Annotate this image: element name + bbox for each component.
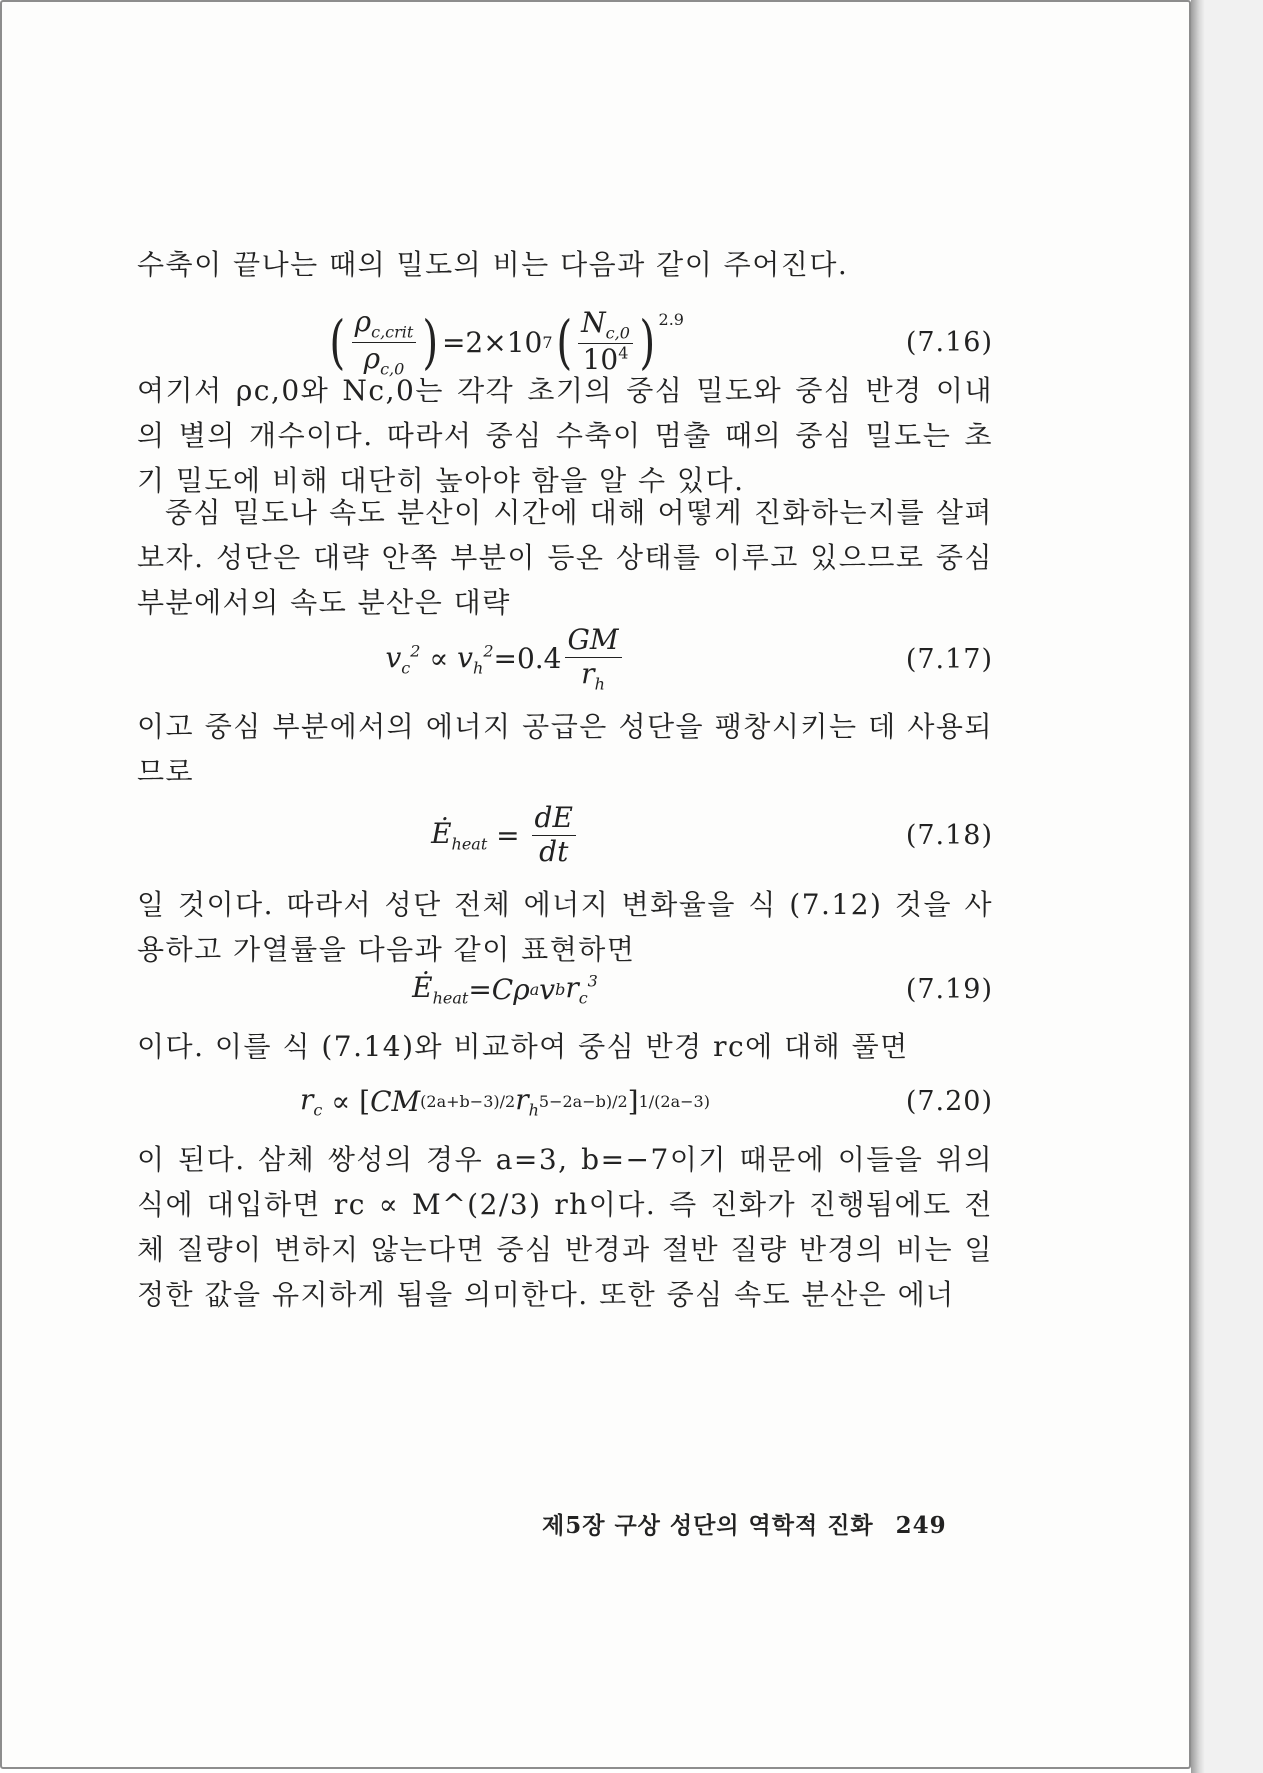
page-edge-shadow bbox=[1191, 0, 1205, 1773]
equation-number: (7.17) bbox=[905, 643, 993, 675]
paragraph-1: 수축이 끝나는 때의 밀도의 비는 다음과 같이 주어진다. bbox=[137, 248, 849, 281]
equation-number: (7.20) bbox=[905, 1085, 993, 1117]
equation-number: (7.18) bbox=[905, 819, 993, 851]
page-footer bbox=[542, 1507, 947, 1540]
equation-body: $r_c$ ∝ [ CM (2a+b−3)/2 $r_h$ 5−2a−b)/2 ] 1/(2a−3) bbox=[300, 1082, 710, 1120]
scan-margin bbox=[1205, 0, 1263, 1773]
chapter-title: 제5장 구상 성단의 역학적 진화 bbox=[542, 1512, 874, 1539]
equation-body: $Ė_{heat}$ =Cρ a v b $r_c^3$ bbox=[412, 970, 598, 1008]
paragraph-6: 이다. 이를 식 (7.14)와 비교하여 중심 반경 rc에 대해 풀면 bbox=[137, 1030, 909, 1063]
equation-body: $v_c^2$ ∝ $v_h^2$ =0.4 $\frac{GM}{r_h}$ bbox=[137, 624, 873, 693]
page-number: 249 bbox=[895, 1512, 947, 1539]
equation-body: $Ė_{heat}$ = $\frac{dE}{dt}$ bbox=[137, 802, 873, 867]
paragraph-3: 중심 밀도나 속도 분산이 시간에 대해 어떻게 진화하는지를 살펴보자. 성단은 대략 안쪽 부분이 등온 상태를 이루고 있으므로 중심 부분에서의 속도 분산은 대략 bbox=[137, 496, 993, 619]
paragraph-7: 이 된다. 삼체 쌍성의 경우 a=3, b=−7이기 때문에 이들을 위의 식에 대입하면 rc ∝ M^(2/3) rh이다. 즉 진화가 진행됨에도 전체 질량이 변하지 않는다면 중심 반경과 절반 질량 반경의 비는 일정한 값을 유지하게 됨을 의미한다. 또한 중심 속도 분산은 에너 bbox=[137, 1143, 993, 1311]
equation-7-18 bbox=[137, 800, 993, 870]
equation-7-20 bbox=[137, 1076, 993, 1126]
paragraph-5: 일 것이다. 따라서 성단 전체 에너지 변화율을 식 (7.12) 것을 사용하고 가열률을 다음과 같이 표현하면 bbox=[137, 888, 993, 966]
equation-7-17 bbox=[137, 624, 993, 694]
equation-body: ( $\frac{\rho_{c,crit}}{\rho_{c,0}}$ ) =2×10 7 ( $\frac{N_{c,0}}{10^4}$ ) $^{2.9}$ bbox=[329, 304, 684, 379]
equation-7-19 bbox=[137, 964, 993, 1014]
equation-number: (7.19) bbox=[905, 973, 993, 1005]
equation-number: (7.16) bbox=[905, 326, 993, 358]
paragraph-4: 이고 중심 부분에서의 에너지 공급은 성단을 팽창시키는 데 사용되므로 bbox=[137, 710, 993, 788]
paragraph-2: 여기서 ρc,0와 Nc,0는 각각 초기의 중심 밀도와 중심 반경 이내의 별의 개수이다. 따라서 중심 수축이 멈출 때의 중심 밀도는 초기 밀도에 비해 대단히 높아야 함을 알 수 있다. bbox=[137, 374, 993, 497]
